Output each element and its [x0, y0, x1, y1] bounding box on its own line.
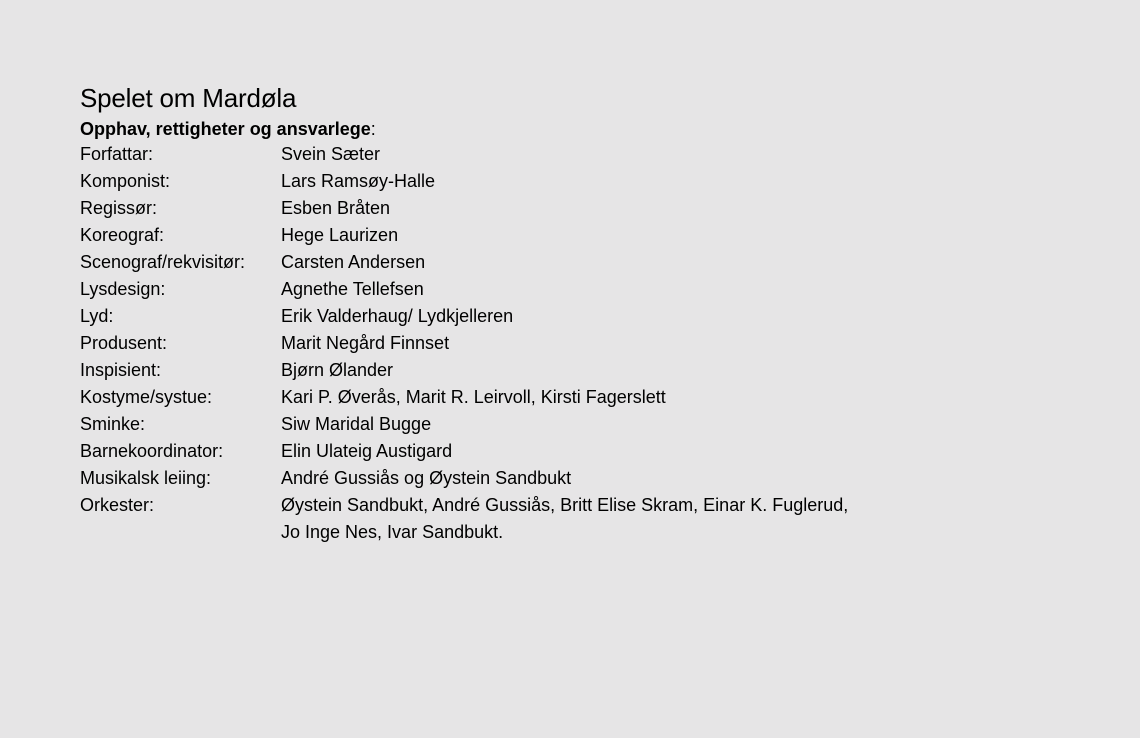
credit-role: Sminke: [80, 414, 146, 434]
credit-row-komponist [80, 168, 1080, 195]
credit-name: Esben Bråten [281, 198, 391, 218]
credit-row-barnekoordinator [80, 438, 1080, 465]
credit-name: Agnethe Tellefsen [281, 279, 424, 299]
credit-row-lyd [80, 303, 1080, 330]
credit-name: Siw Maridal Bugge [281, 414, 432, 434]
credit-row-koreograf [80, 222, 1080, 249]
credit-role: Regissør: [80, 198, 158, 218]
credit-role: Orkester: [80, 495, 155, 515]
credit-row-musikalsk-leiing [80, 465, 1080, 492]
credit-name: Hege Laurizen [281, 225, 399, 245]
credit-role: Kostyme/systue: [80, 387, 213, 407]
credit-role: Barnekoordinator: [80, 441, 224, 461]
credit-role: Lysdesign: [80, 279, 166, 299]
credit-name [281, 492, 1080, 546]
credit-row-regissor [80, 195, 1080, 222]
credit-role: Forfattar: [80, 144, 154, 164]
credit-row-lysdesign [80, 276, 1080, 303]
subtitle-colon: : [370, 119, 376, 139]
credit-name-line: Øystein Sandbukt, André Gussiås, Britt Elise Skram, Einar K. Fuglerud, [281, 495, 849, 515]
credit-row-forfattar [80, 141, 1080, 168]
subtitle-bold-text: Opphav, rettigheter og ansvarlege [80, 119, 371, 139]
credit-role: Koreograf: [80, 225, 165, 245]
credit-role: Musikalsk leiing: [80, 468, 212, 488]
credit-name: Bjørn Ølander [281, 360, 394, 380]
credit-row-produsent [80, 330, 1080, 357]
credit-name: Svein Sæter [281, 144, 381, 164]
credit-row-inspisient [80, 357, 1080, 384]
credits-list [80, 141, 1080, 546]
credit-row-sminke [80, 411, 1080, 438]
credit-name: Elin Ulateig Austigard [281, 441, 453, 461]
document-title: Spelet om Mardøla [80, 83, 297, 113]
credit-row-orkester [80, 492, 1080, 546]
credit-name: André Gussiås og Øystein Sandbukt [281, 468, 572, 488]
credit-name: Lars Ramsøy-Halle [281, 171, 436, 191]
document-page [80, 82, 1080, 546]
credit-role: Lyd: [80, 306, 114, 326]
credit-role: Komponist: [80, 171, 171, 191]
credit-role: Scenograf/rekvisitør: [80, 252, 246, 272]
credit-row-scenograf [80, 249, 1080, 276]
credit-row-kostyme [80, 384, 1080, 411]
credit-name-line: Jo Inge Nes, Ivar Sandbukt. [281, 522, 504, 542]
credit-name: Kari P. Øverås, Marit R. Leirvoll, Kirsti Fagerslett [281, 387, 666, 407]
document-subtitle [80, 114, 1080, 144]
credit-name: Marit Negård Finnset [281, 333, 450, 353]
credit-role: Produsent: [80, 333, 168, 353]
credit-role: Inspisient: [80, 360, 162, 380]
credit-name: Carsten Andersen [281, 252, 426, 272]
credit-name: Erik Valderhaug/ Lydkjelleren [281, 306, 514, 326]
